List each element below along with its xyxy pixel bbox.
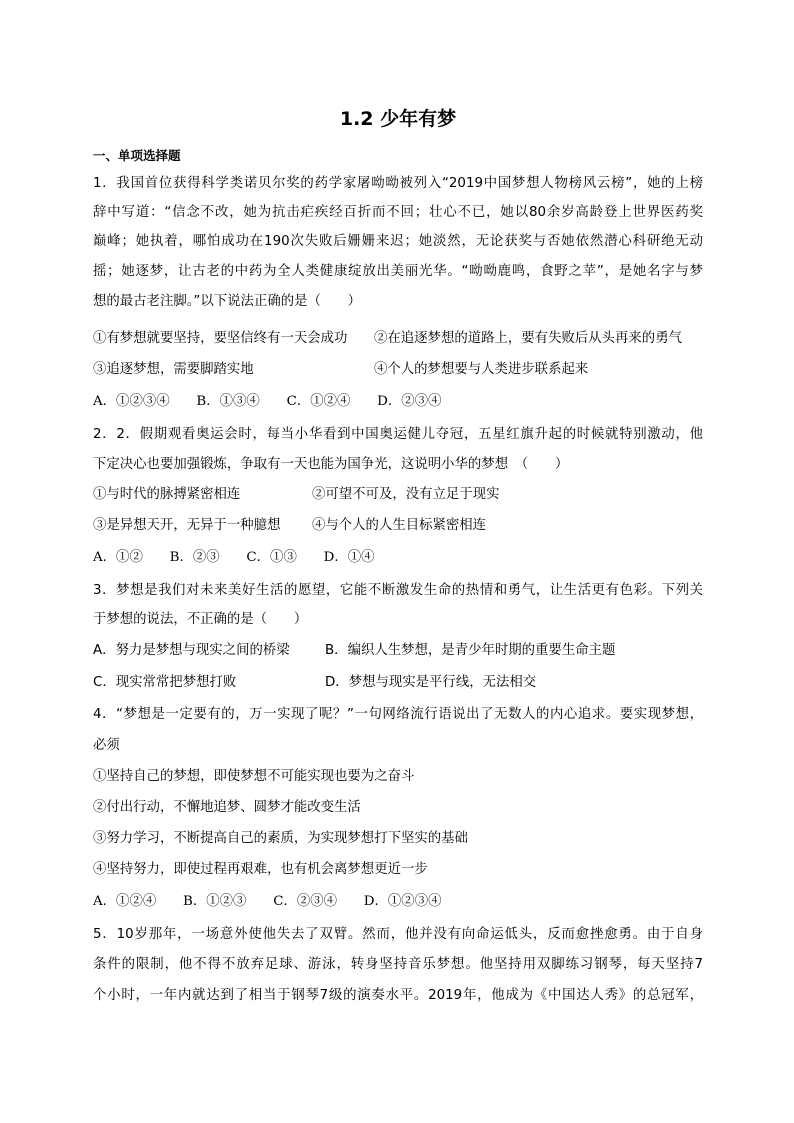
q1-statement: ③追逐梦想，需要脚踏实地	[93, 362, 254, 377]
q4-statement: ④坚持努力，即使过程再艰难，也有机会离梦想更近一步	[93, 862, 428, 877]
q1-answer-options: A．①②③④ B．①③④ C．①②④ D．②③④	[93, 394, 442, 409]
q2-statement: ③是异想天开，无异于一种臆想	[93, 518, 281, 533]
q2-statement: ②可望不可及，没有立足于现实	[312, 487, 500, 502]
q5-stem-line: 条件的限制，他不得不放弃足球、游泳，转身坚持音乐梦想。他坚持用双脚练习钢琴，每天坚持7	[93, 957, 703, 972]
q3-option-a: A．努力是梦想与现实之间的桥梁	[93, 643, 290, 658]
q2-statement: ④与个人的人生目标紧密相连	[312, 518, 487, 533]
q1-statement: ④个人的梦想要与人类进步联系起来	[374, 362, 589, 377]
q4-stem-line: 4．“梦想是一定要有的，万一实现了呢？”一句网络流行语说出了无数人的内心追求。要实现梦想，	[93, 707, 703, 722]
q1-stem-line: 想的最古老注脚。”以下说法正确的是（ ）	[93, 294, 362, 309]
q3-stem-line: 于梦想的说法，不正确的是（ ）	[93, 612, 308, 627]
section-heading: 一、单项选择题	[93, 148, 181, 163]
q3-option-c: C．现实常常把梦想打败	[93, 675, 237, 690]
q1-stem-line: 辞中写道：“信念不改，她为抗击疟疾经百折而不回；壮心不已，她以80余岁高龄登上世界医药奖	[93, 205, 703, 220]
q3-option-b: B．编织人生梦想，是青少年时期的重要生命主题	[325, 643, 616, 658]
q4-statement: ③努力学习，不断提高自己的素质，为实现梦想打下坚实的基础	[93, 831, 468, 846]
q2-statement: ①与时代的脉搏紧密相连	[93, 487, 241, 502]
q1-statement: ①有梦想就要坚持，要坚信终有一天会成功	[93, 331, 348, 346]
q1-stem-line: 摇；她逐梦，让古老的中药为全人类健康绽放出美丽光华。“呦呦鹿鸣，食野之苹”，是她名字与梦	[93, 264, 703, 279]
q4-statement: ②付出行动，不懈地追梦、圆梦才能改变生活	[93, 800, 361, 815]
q1-statement: ②在追逐梦想的道路上，要有失败后从头再来的勇气	[374, 331, 682, 346]
q2-answer-options: A．①② B．②③ C．①③ D．①④	[93, 550, 375, 565]
q4-stem-line: 必须	[93, 738, 120, 753]
q2-stem-line: 下定决心也要加强锻炼，争取有一天也能为国争光，这说明小华的梦想 （ ）	[93, 457, 569, 472]
q5-stem-line: 个小时，一年内就达到了相当于钢琴7级的演奏水平。2019年，他成为《中国达人秀》的总冠军，	[93, 988, 703, 1003]
q3-option-d: D．梦想与现实是平行线，无法相交	[325, 675, 537, 690]
q4-answer-options: A．①②④ B．①②③ C．②③④ D．①②③④	[93, 894, 442, 909]
q2-stem-line: 2．2．假期观看奥运会时，每当小华看到中国奥运健儿夺冠，五星红旗升起的时候就特别激动，他	[93, 427, 703, 442]
q1-stem-line: 1．我国首位获得科学类诺贝尔奖的药学家屠呦呦被列入“2019中国梦想人物榜风云榜”，她的上榜	[93, 176, 703, 191]
q3-stem-line: 3．梦想是我们对未来美好生活的愿望，它能不断激发生命的热情和勇气，让生活更有色彩。下列关	[93, 583, 703, 598]
q5-stem-line: 5．10岁那年，一场意外使他失去了双臂。然而，他并没有向命运低头，反而愈挫愈勇。由于自身	[93, 927, 703, 942]
q1-stem-line: 巅峰；她执着，哪怕成功在190次失败后姗姗来迟；她淡然，无论获奖与否她依然潜心科研绝无动	[93, 234, 703, 249]
page-title: 1.2 少年有梦	[339, 108, 457, 130]
q4-statement: ①坚持自己的梦想，即使梦想不可能实现也要为之奋斗	[93, 769, 415, 784]
